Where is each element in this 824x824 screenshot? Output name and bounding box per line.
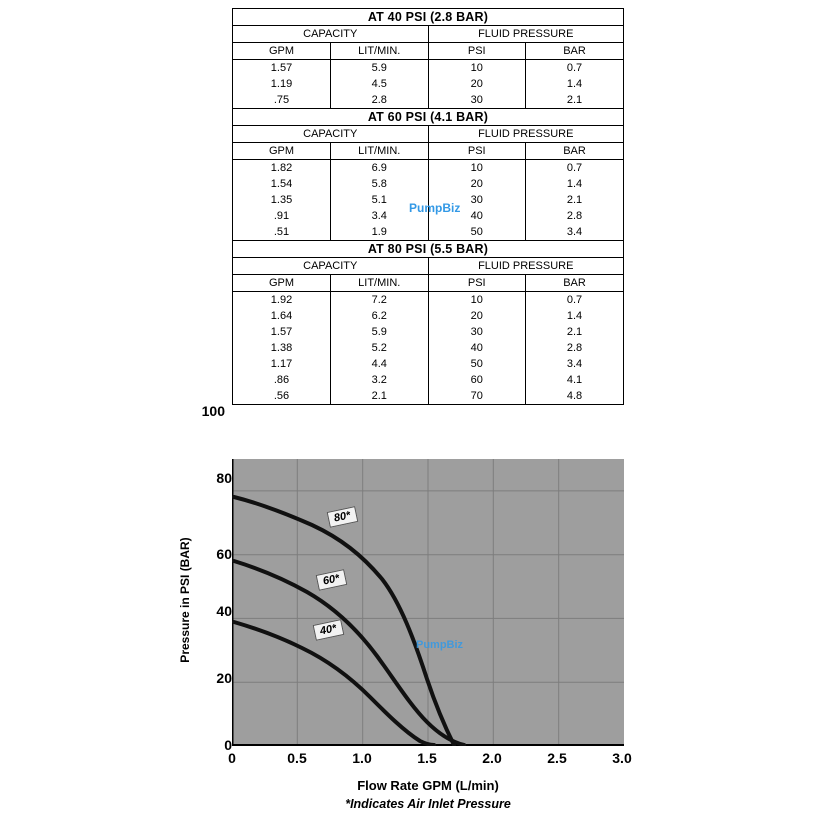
table-row	[233, 356, 623, 372]
table-column-header-row	[233, 143, 623, 160]
group-header-fluid-pressure: FLUID PRESSURE	[428, 258, 623, 275]
cell-bar: 2.8	[526, 208, 624, 224]
column-header-bar: BAR	[526, 43, 624, 60]
chart-x-axis-note: *Indicates Air Inlet Pressure	[345, 797, 511, 811]
curve-label-80: 80*	[327, 506, 358, 528]
cell-gpm: .91	[273, 210, 290, 222]
column-header-litmin: LIT/MIN.	[331, 43, 429, 60]
cell-bar: 2.1	[526, 92, 624, 109]
x-tick-label: 1.5	[417, 750, 437, 766]
cell-gpm: 1.57	[270, 62, 293, 74]
cell-psi: 70	[428, 388, 526, 404]
table-block-title-row	[233, 9, 623, 26]
cell-litmin: 7.2	[331, 292, 429, 309]
column-header-gpm: GPM	[233, 143, 331, 160]
cell-litmin: 6.9	[331, 160, 429, 177]
table-row	[233, 60, 623, 77]
curve-label-60: 60*	[316, 569, 347, 591]
cell-psi: 20	[428, 308, 526, 324]
group-header-capacity: CAPACITY	[233, 258, 428, 275]
table-block-title: AT 40 PSI (2.8 BAR)	[233, 9, 623, 26]
cell-psi: 30	[428, 324, 526, 340]
column-header-gpm: GPM	[233, 43, 331, 60]
cell-bar: 3.4	[526, 224, 624, 241]
watermark-table: PumpBiz	[409, 201, 461, 215]
cell-gpm: 1.57	[270, 326, 293, 338]
cell-psi: 10	[428, 292, 526, 309]
column-header-psi: PSI	[428, 275, 526, 292]
cell-litmin: 6.2	[331, 308, 429, 324]
table-row	[233, 340, 623, 356]
cell-psi: 40	[428, 340, 526, 356]
table-row	[233, 324, 623, 340]
cell-psi: 50	[428, 356, 526, 372]
table-column-header-row	[233, 43, 623, 60]
cell-litmin: 3.2	[331, 372, 429, 388]
cell-psi: 60	[428, 372, 526, 388]
y-tick-label: 40	[216, 603, 232, 619]
cell-gpm: 1.54	[270, 178, 293, 190]
y-tick-label: 80	[216, 470, 232, 486]
cell-gpm: .56	[273, 390, 290, 402]
cell-bar: 4.1	[526, 372, 624, 388]
table-row	[233, 292, 623, 309]
table-group-header-row	[233, 258, 623, 275]
table-row	[233, 92, 623, 109]
group-header-fluid-pressure: FLUID PRESSURE	[428, 26, 623, 43]
table-group-header-row	[233, 26, 623, 43]
group-header-fluid-pressure: FLUID PRESSURE	[428, 126, 623, 143]
cell-litmin: 5.9	[331, 60, 429, 77]
watermark-chart: PumpBiz	[416, 639, 464, 651]
cell-litmin: 3.4	[331, 208, 429, 224]
cell-bar: 1.4	[526, 76, 624, 92]
cell-bar: 2.1	[526, 324, 624, 340]
curve-label-40: 40*	[313, 619, 344, 641]
cell-litmin: 5.1	[331, 192, 429, 208]
cell-psi: 40	[428, 208, 526, 224]
cell-litmin: 5.9	[331, 324, 429, 340]
cell-bar: 3.4	[526, 356, 624, 372]
y-tick-label: 0	[224, 737, 232, 753]
table-block-title-row	[233, 241, 623, 258]
cell-litmin: 5.8	[331, 176, 429, 192]
cell-litmin: 2.8	[331, 92, 429, 109]
x-tick-label: 3.0	[612, 750, 632, 766]
cell-bar: 4.8	[526, 388, 624, 404]
table-column-header-row	[233, 275, 623, 292]
x-tick-label: 2.5	[547, 750, 567, 766]
cell-litmin: 1.9	[331, 224, 429, 241]
table-row	[233, 308, 623, 324]
cell-psi: 50	[428, 224, 526, 241]
cell-psi: 10	[428, 60, 526, 77]
cell-gpm: 1.82	[270, 162, 293, 174]
cell-bar: 0.7	[526, 60, 624, 77]
cell-bar: 1.4	[526, 308, 624, 324]
cell-litmin: 4.5	[331, 76, 429, 92]
cell-bar: 0.7	[526, 160, 624, 177]
cell-bar: 1.4	[526, 176, 624, 192]
table-group-header-row	[233, 126, 623, 143]
column-header-litmin: LIT/MIN.	[331, 143, 429, 160]
cell-gpm: 1.64	[270, 310, 293, 322]
cell-gpm: 1.92	[270, 294, 293, 306]
cell-litmin: 5.2	[331, 340, 429, 356]
group-header-capacity: CAPACITY	[233, 26, 428, 43]
column-header-bar: BAR	[526, 143, 624, 160]
table-row	[233, 224, 623, 241]
chart-gridlines	[232, 459, 624, 746]
cell-gpm: 1.19	[270, 78, 293, 90]
cell-gpm: .51	[273, 226, 290, 238]
group-header-capacity: CAPACITY	[233, 126, 428, 143]
chart-svg	[232, 459, 624, 746]
cell-gpm: 1.35	[270, 194, 293, 206]
cell-psi: 10	[428, 160, 526, 177]
cell-bar: 2.8	[526, 340, 624, 356]
cell-psi: 20	[428, 176, 526, 192]
table-row	[233, 372, 623, 388]
curve-40	[234, 622, 434, 745]
x-tick-label: 1.0	[352, 750, 372, 766]
table-row	[233, 388, 623, 404]
table-block-title: AT 80 PSI (5.5 BAR)	[233, 241, 623, 258]
cell-gpm: .86	[273, 374, 290, 386]
x-tick-label: 0.5	[287, 750, 307, 766]
cell-bar: 0.7	[526, 292, 624, 309]
y-tick-label: 20	[216, 670, 232, 686]
cell-gpm: .75	[273, 94, 290, 106]
cell-litmin: 4.4	[331, 356, 429, 372]
table-block-title: AT 60 PSI (4.1 BAR)	[233, 109, 623, 126]
chart-y-axis-label: Pressure in PSI (BAR)	[178, 537, 192, 663]
y-tick-label: 60	[216, 546, 232, 562]
cell-psi: 30	[428, 92, 526, 109]
table-block-title-row	[233, 109, 623, 126]
table-row	[233, 160, 623, 177]
cell-psi: 30	[428, 192, 526, 208]
table-row	[233, 176, 623, 192]
chart-x-axis-label: Flow Rate GPM (L/min)	[357, 778, 499, 793]
table-row	[233, 76, 623, 92]
chart-plot-area	[232, 459, 624, 746]
column-header-litmin: LIT/MIN.	[331, 275, 429, 292]
cell-bar: 2.1	[526, 192, 624, 208]
x-tick-label: 2.0	[482, 750, 502, 766]
cell-gpm: 1.17	[270, 358, 293, 370]
curve-60	[234, 561, 464, 745]
cell-gpm: 1.38	[270, 342, 293, 354]
column-header-psi: PSI	[428, 143, 526, 160]
cell-litmin: 2.1	[331, 388, 429, 404]
y-tick-label: 100	[201, 403, 225, 419]
cell-psi: 20	[428, 76, 526, 92]
column-header-psi: PSI	[428, 43, 526, 60]
column-header-gpm: GPM	[233, 275, 331, 292]
column-header-bar: BAR	[526, 275, 624, 292]
x-tick-label: 0	[228, 750, 236, 766]
